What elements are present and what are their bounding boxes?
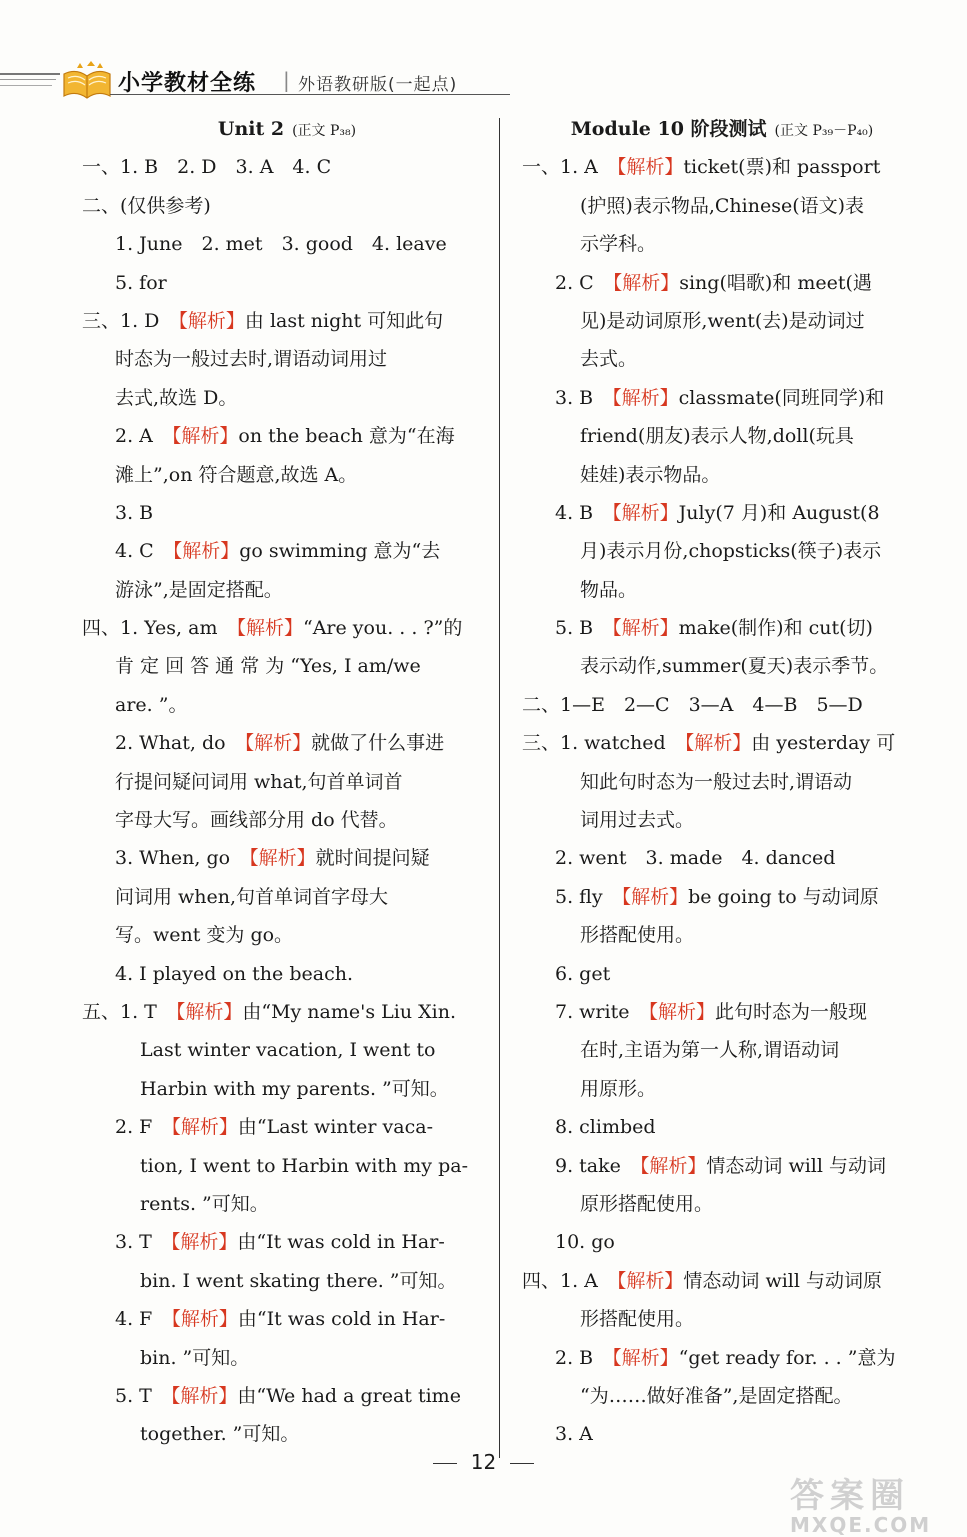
answer-line xyxy=(82,686,492,724)
answer-line xyxy=(82,1223,492,1261)
analysis-text: 就时间提问疑 xyxy=(315,847,430,870)
answer-line xyxy=(82,1031,492,1069)
analysis-text: 由“My name's Liu Xin. xyxy=(242,1000,456,1023)
answer-text: 原形搭配使用。 xyxy=(580,1192,714,1215)
answer-text: 时态为一般过去时,谓语动词用过 xyxy=(115,348,388,371)
open-book-icon xyxy=(60,58,114,102)
answer-line xyxy=(522,686,922,724)
page-header xyxy=(0,56,967,106)
answer-line xyxy=(82,340,492,378)
answer-line xyxy=(522,532,922,570)
answer-line xyxy=(82,148,492,186)
answer-line xyxy=(522,724,922,762)
answer-text: 8. climbed xyxy=(555,1116,656,1139)
analysis-tag: 【解析】 xyxy=(170,1231,238,1254)
answer-key: 2. A xyxy=(115,425,172,448)
answer-line xyxy=(82,494,492,532)
analysis-text: on the beach 意为“在海 xyxy=(238,425,455,448)
answer-line xyxy=(522,1415,922,1453)
answer-text: friend(朋友)表示人物,doll(玩具 xyxy=(580,425,854,448)
analysis-text: “Are you. . . ?”的 xyxy=(303,617,463,640)
analysis-tag: 【解析】 xyxy=(612,386,679,409)
answer-line xyxy=(522,148,922,186)
analysis-tag: 【解析】 xyxy=(175,1000,243,1023)
analysis-tag: 【解析】 xyxy=(244,732,312,755)
answer-line xyxy=(522,763,922,801)
answer-line xyxy=(82,993,492,1031)
answer-line xyxy=(522,340,922,378)
answer-line xyxy=(522,1377,922,1415)
page-reference: (正文 P₃₈) xyxy=(292,123,357,139)
answer-text: 表示动作,summer(夏天)表示季节。 xyxy=(580,655,889,678)
answer-lines xyxy=(82,148,492,1453)
answer-key: 4. F xyxy=(115,1308,172,1331)
answer-line xyxy=(522,1185,922,1223)
analysis-text: 由 yesterday 可 xyxy=(751,732,896,755)
answer-line xyxy=(82,1300,492,1338)
answer-line xyxy=(522,494,922,532)
analysis-tag: 【解析】 xyxy=(612,501,679,524)
analysis-text: be going to 与动词原 xyxy=(688,885,879,908)
right-column xyxy=(522,110,922,1454)
answer-line xyxy=(522,609,922,647)
answer-line xyxy=(82,571,492,609)
analysis-text: 就做了什么事进 xyxy=(311,732,445,755)
analysis-text: July(7 月)和 August(8 xyxy=(678,501,880,524)
analysis-text: 由“Last winter vaca- xyxy=(237,1116,433,1139)
watermark-top: 答案圈 xyxy=(790,1476,910,1516)
answer-line xyxy=(522,379,922,417)
analysis-text: 由“We had a great time xyxy=(237,1384,461,1407)
answer-line xyxy=(522,878,922,916)
analysis-text: classmate(同班同学)和 xyxy=(678,386,885,409)
answer-key: 3. T xyxy=(115,1231,171,1254)
answer-line xyxy=(522,839,922,877)
answer-text: Harbin with my parents. ”可知。 xyxy=(140,1077,449,1100)
analysis-tag: 【解析】 xyxy=(616,1269,684,1292)
analysis-tag: 【解析】 xyxy=(170,1384,238,1407)
analysis-tag: 【解析】 xyxy=(612,1346,679,1369)
watermark-logo xyxy=(790,1468,960,1537)
answer-key: 2. B xyxy=(555,1346,613,1369)
answer-text: 5. for xyxy=(115,271,167,294)
answer-line xyxy=(82,1147,492,1185)
analysis-text: go swimming 意为“去 xyxy=(239,540,441,563)
answer-key: 5. T xyxy=(115,1384,171,1407)
answer-text: 二、1—E 2—C 3—A 4—B 5—D xyxy=(522,693,863,716)
analysis-text: make(制作)和 cut(切) xyxy=(678,617,873,640)
analysis-tag: 【解析】 xyxy=(612,271,680,294)
answer-text: tion, I went to Harbin with my pa- xyxy=(140,1154,468,1177)
answer-text: “为……做好准备”,是固定搭配。 xyxy=(580,1384,853,1407)
answer-text: 见)是动词原形,went(去)是动词过 xyxy=(580,309,865,332)
analysis-text: 情态动词 will 与动词 xyxy=(706,1154,886,1177)
answer-key: 3. When, go xyxy=(115,847,250,870)
answer-line xyxy=(82,1108,492,1146)
answer-key: 四、1. A xyxy=(522,1269,617,1292)
analysis-text: ticket(票)和 passport xyxy=(683,156,881,179)
answer-line xyxy=(82,647,492,685)
answer-line xyxy=(522,916,922,954)
answer-text: 形搭配使用。 xyxy=(580,924,695,947)
answer-line xyxy=(82,763,492,801)
answer-key: 2. F xyxy=(115,1116,172,1139)
answer-line xyxy=(82,302,492,340)
answer-line xyxy=(522,456,922,494)
answer-text: 2. went 3. made 4. danced xyxy=(555,847,836,870)
answer-line xyxy=(522,1147,922,1185)
answer-text: 示学科。 xyxy=(580,233,657,256)
header-rule xyxy=(0,73,60,75)
answer-line xyxy=(82,1415,492,1453)
answer-text: 3. A xyxy=(555,1423,593,1446)
answer-text: 月)表示月份,chopsticks(筷子)表示 xyxy=(580,540,882,563)
page-reference: (正文 P₃₉－P₄₀) xyxy=(774,123,874,139)
analysis-text: sing(唱歌)和 meet(遇 xyxy=(679,271,872,294)
answer-key: 7. write xyxy=(555,1000,649,1023)
answer-text: 问词用 when,句首单词首字母大 xyxy=(115,885,389,908)
answer-key: 五、1. T xyxy=(82,1000,176,1023)
answer-text: 去式,故选 D。 xyxy=(115,386,238,409)
answer-text: are. ”。 xyxy=(115,693,188,716)
answer-text: 一、1. B 2. D 3. A 4. C xyxy=(82,156,332,179)
analysis-text: 由“It was cold in Har- xyxy=(237,1231,445,1254)
answer-text: 去式。 xyxy=(580,348,638,371)
answer-key: 9. take xyxy=(555,1154,640,1177)
answer-line xyxy=(522,417,922,455)
analysis-text: “get ready for. . . ”意为 xyxy=(678,1346,896,1369)
answer-line xyxy=(522,1070,922,1108)
answer-line xyxy=(522,801,922,839)
answer-text: 字母大写。画线部分用 do 代替。 xyxy=(115,809,398,832)
answer-line xyxy=(522,1223,922,1261)
answer-key: 2. What, do xyxy=(115,732,245,755)
answer-text: bin. ”可知。 xyxy=(140,1346,250,1369)
answer-line xyxy=(522,955,922,993)
analysis-tag: 【解析】 xyxy=(639,1154,707,1177)
answer-line xyxy=(82,839,492,877)
answer-line xyxy=(522,187,922,225)
answer-text: 10. go xyxy=(555,1231,615,1254)
footer-dash xyxy=(433,1463,457,1464)
answer-text: 肯 定 回 答 通 常 为 “Yes, I am/we xyxy=(115,655,421,678)
answer-line xyxy=(82,264,492,302)
answer-text: 物品。 xyxy=(580,578,638,601)
edition-label: 外语教研版(一起点) xyxy=(298,75,458,95)
analysis-tag: 【解析】 xyxy=(172,540,240,563)
answer-text: 知此句时态为一般过去时,谓语动 xyxy=(580,770,853,793)
analysis-text: 由 last night 可知此句 xyxy=(244,309,444,332)
answer-key: 四、1. Yes, am xyxy=(82,617,237,640)
answer-line xyxy=(82,609,492,647)
analysis-text: 此句时态为一般现 xyxy=(715,1000,868,1023)
watermark-bottom: MXQE.COM xyxy=(790,1513,932,1537)
answer-text: 1. June 2. met 3. good 4. leave xyxy=(115,233,447,256)
answer-line xyxy=(522,571,922,609)
answer-line xyxy=(522,1262,922,1300)
answer-text: 二、(仅供参考) xyxy=(82,194,211,217)
answer-key: 5. B xyxy=(555,617,613,640)
answer-text: Last winter vacation, I went to xyxy=(140,1039,436,1062)
answer-key: 3. B xyxy=(555,386,613,409)
answer-line xyxy=(522,264,922,302)
answer-line xyxy=(82,456,492,494)
answer-text: 4. I played on the beach. xyxy=(115,962,353,985)
answer-line xyxy=(522,647,922,685)
section-title xyxy=(522,110,922,148)
answer-line xyxy=(82,801,492,839)
answer-key: 4. C xyxy=(115,540,173,563)
answer-key: 4. B xyxy=(555,501,613,524)
analysis-text: 由“It was cold in Har- xyxy=(237,1308,446,1331)
answer-key: 三、1. watched xyxy=(522,732,685,755)
answer-line xyxy=(82,417,492,455)
answer-text: 6. get xyxy=(555,962,611,985)
answer-line xyxy=(82,955,492,993)
answer-text: 滩上”,on 符合题意,故选 A。 xyxy=(115,463,358,486)
left-column xyxy=(82,110,492,1454)
answer-text: 词用过去式。 xyxy=(580,809,695,832)
answer-key: 5. fly xyxy=(555,885,622,908)
answer-line xyxy=(522,1108,922,1146)
analysis-tag: 【解析】 xyxy=(236,617,303,640)
series-title: 小学教材全练 xyxy=(118,71,257,96)
answer-line xyxy=(82,916,492,954)
answer-key: 三、1. D xyxy=(82,309,179,332)
answer-line xyxy=(82,1377,492,1415)
answer-lines xyxy=(522,148,922,1453)
section-title-text: Unit 2 xyxy=(217,118,285,140)
answer-line xyxy=(522,1031,922,1069)
answer-text: 娃娃)表示物品。 xyxy=(580,463,721,486)
analysis-tag: 【解析】 xyxy=(684,732,752,755)
answer-line xyxy=(82,379,492,417)
answer-line xyxy=(522,225,922,263)
column-divider xyxy=(499,118,500,1458)
answer-text: 3. B xyxy=(115,501,154,524)
analysis-tag: 【解析】 xyxy=(648,1000,715,1023)
header-rule xyxy=(0,79,56,80)
footer-dash xyxy=(510,1463,534,1464)
answer-key: 一、1. A xyxy=(522,156,617,179)
answer-line xyxy=(522,302,922,340)
analysis-tag: 【解析】 xyxy=(171,1116,238,1139)
analysis-text: 情态动词 will 与动词原 xyxy=(683,1269,882,1292)
answer-line xyxy=(82,1070,492,1108)
answer-line xyxy=(82,1185,492,1223)
answer-line xyxy=(82,187,492,225)
answer-line xyxy=(82,878,492,916)
answer-text: bin. I went skating there. ”可知。 xyxy=(140,1269,457,1292)
answer-text: 用原形。 xyxy=(580,1077,657,1100)
answer-line xyxy=(522,1300,922,1338)
answer-text: (护照)表示物品,Chinese(语文)表 xyxy=(580,194,865,217)
answer-text: 在时,主语为第一人称,谓语动词 xyxy=(580,1039,840,1062)
answer-line xyxy=(82,532,492,570)
answer-line xyxy=(522,1339,922,1377)
answer-text: 写。went 变为 go。 xyxy=(115,924,294,947)
answer-text: 行提问疑问词用 what,句首单词首 xyxy=(115,770,403,793)
answer-line xyxy=(82,225,492,263)
answer-line xyxy=(82,1339,492,1377)
page-number: 12 xyxy=(470,1450,497,1474)
header-underline xyxy=(110,94,510,95)
answer-text: rents. ”可知。 xyxy=(140,1192,269,1215)
answer-text: 形搭配使用。 xyxy=(580,1308,695,1331)
answer-line xyxy=(82,724,492,762)
analysis-tag: 【解析】 xyxy=(621,885,689,908)
header-rule xyxy=(0,85,52,86)
analysis-tag: 【解析】 xyxy=(616,156,684,179)
analysis-tag: 【解析】 xyxy=(249,847,316,870)
section-title-text: Module 10 阶段测试 xyxy=(570,118,767,140)
answer-line xyxy=(82,1262,492,1300)
analysis-tag: 【解析】 xyxy=(178,309,245,332)
answer-key: 2. C xyxy=(555,271,613,294)
answer-text: 游泳”,是固定搭配。 xyxy=(115,578,283,601)
section-title xyxy=(82,110,492,148)
answer-line xyxy=(522,993,922,1031)
analysis-tag: 【解析】 xyxy=(612,617,679,640)
header-separator: | xyxy=(283,68,290,92)
analysis-tag: 【解析】 xyxy=(171,1308,238,1331)
answer-text: together. ”可知。 xyxy=(140,1423,300,1446)
analysis-tag: 【解析】 xyxy=(171,425,239,448)
